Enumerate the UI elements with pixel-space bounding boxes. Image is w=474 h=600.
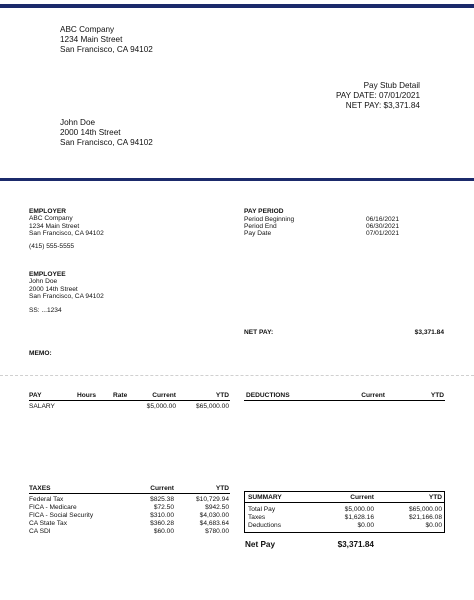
employer-street: 1234 Main Street [29, 222, 80, 230]
period-beginning-value: 06/16/2021 [366, 215, 400, 223]
taxes-header-rule [29, 493, 230, 494]
company-street: 1234 Main Street [60, 35, 123, 45]
pay-header-ytd: YTD [215, 392, 229, 399]
mid-accent-bar [0, 178, 474, 181]
deductions-header-title: DEDUCTIONS [246, 392, 290, 399]
tax-row-current: $310.00 [150, 512, 174, 519]
summary-row-ytd: $0.00 [425, 522, 442, 529]
summary-row-current: $5,000.00 [344, 506, 374, 513]
employee-block-street: 2000 14th Street [29, 285, 78, 293]
pay-header-hours: Hours [77, 392, 97, 399]
pay-header-rate: Rate [113, 392, 128, 399]
tax-row-name: FICA - Medicare [29, 504, 77, 511]
net-pay-label: NET PAY: [244, 329, 274, 336]
summary-row-ytd: $65,000.00 [408, 506, 442, 513]
memo-label: MEMO: [29, 350, 52, 357]
pay-period-row [244, 216, 408, 223]
deductions-header-rule [244, 400, 445, 401]
taxes-header-ytd: YTD [215, 485, 229, 492]
pay-date-value: 07/01/2021 [366, 230, 400, 238]
deductions-header-current: Current [361, 392, 385, 399]
employer-label: EMPLOYER [29, 208, 67, 215]
employee-name: John Doe [60, 118, 96, 127]
stub-title: Pay Stub Detail [363, 81, 420, 90]
dashed-separator [0, 375, 474, 376]
deductions-header-ytd: YTD [430, 392, 444, 399]
tax-row-ytd: $4,683.64 [199, 520, 229, 527]
employee-street: 2000 14th Street [60, 128, 121, 138]
employee-block-city: San Francisco, CA 94102 [29, 293, 104, 301]
summary-row-ytd: $21,166.08 [408, 514, 442, 521]
pay-row-name: SALARY [29, 403, 55, 410]
pay-period-rows [244, 216, 408, 238]
company-name: ABC Company [60, 25, 115, 34]
summary-header-rule [244, 502, 445, 503]
summary-row-current: $0.00 [357, 522, 374, 529]
employee-block-name: John Doe [29, 278, 58, 286]
tax-row-ytd: $942.50 [205, 504, 229, 511]
pay-row-ytd: $65,000.00 [195, 403, 229, 410]
summary-row-name: Taxes [248, 514, 266, 521]
taxes-header-current: Current [150, 485, 174, 492]
pay-period-row [244, 223, 408, 230]
pay-date-label: Pay Date [244, 230, 272, 238]
summary-row-name: Deductions [248, 522, 281, 529]
summary-header-ytd: YTD [428, 494, 442, 501]
period-end-value: 06/30/2021 [366, 222, 400, 230]
pay-header-pay: PAY [29, 392, 42, 399]
tax-row-name: CA State Tax [29, 520, 67, 527]
pay-header-current: Current [152, 392, 176, 399]
tax-row-name: FICA - Social Security [29, 512, 94, 519]
pay-period-row [244, 230, 408, 237]
employee-address [60, 118, 153, 149]
tax-row-ytd: $4,030.00 [199, 512, 229, 519]
stub-detail [220, 81, 420, 112]
tax-row-current: $825.38 [150, 496, 174, 503]
top-accent-bar [0, 4, 474, 8]
employee-city: San Francisco, CA 94102 [60, 138, 153, 148]
pay-header-rule [29, 400, 230, 401]
summary-net-pay-value: $3,371.84 [337, 540, 374, 549]
tax-row-current: $60.00 [153, 528, 174, 535]
summary-header-title: SUMMARY [248, 494, 282, 501]
summary-row-name: Total Pay [248, 506, 276, 513]
company-city: San Francisco, CA 94102 [60, 45, 153, 55]
employee-ssn: SS: ...1234 [29, 306, 62, 314]
summary-header-current: Current [350, 494, 374, 501]
employer-block [29, 208, 104, 250]
pay-period-label: PAY PERIOD [244, 208, 284, 215]
period-beginning-label: Period Beginning [244, 215, 295, 223]
pay-date-line: PAY DATE: 07/01/2021 [335, 91, 420, 101]
tax-row-name: Federal Tax [29, 496, 64, 503]
pay-row-current: $5,000.00 [146, 403, 176, 410]
period-end-label: Period End [244, 222, 277, 230]
tax-row-ytd: $10,729.94 [195, 496, 229, 503]
employer-city: San Francisco, CA 94102 [29, 230, 104, 238]
tax-row-ytd: $780.00 [205, 528, 229, 535]
employer-phone: (415) 555-5555 [29, 242, 75, 250]
tax-row-name: CA SDI [29, 528, 51, 535]
net-pay-value: $3,371.84 [414, 329, 444, 336]
tax-row-current: $360.28 [150, 520, 174, 527]
net-pay-line: NET PAY: $3,371.84 [345, 101, 420, 111]
tax-row-current: $72.50 [153, 504, 174, 511]
summary-net-pay-label: Net Pay [245, 540, 276, 549]
employer-name: ABC Company [29, 215, 73, 223]
taxes-header-title: TAXES [29, 485, 51, 492]
employee-block [29, 271, 104, 314]
company-address [60, 25, 153, 56]
summary-row-current: $1,628.16 [344, 514, 374, 521]
employee-label: EMPLOYEE [29, 271, 66, 278]
